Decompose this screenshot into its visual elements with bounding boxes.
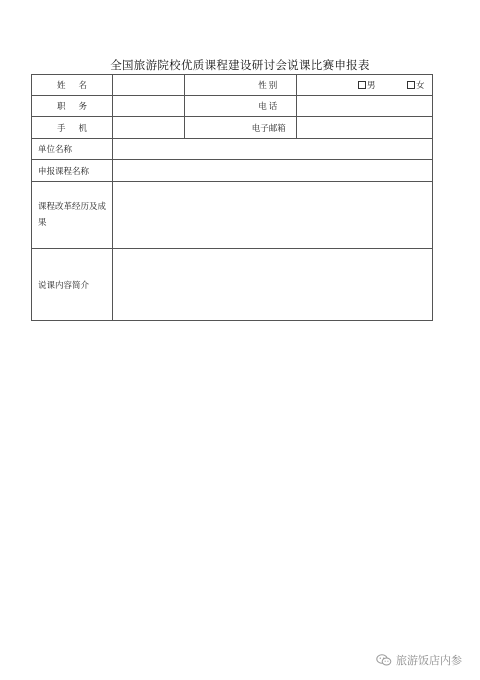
unit-field[interactable]: [113, 139, 433, 160]
name-field[interactable]: [113, 75, 185, 96]
gender-label: 性别: [242, 75, 297, 96]
watermark: [376, 652, 462, 668]
form-title: 全国旅游院校优质课程建设研讨会说课比赛申报表: [110, 58, 370, 72]
reform-label: 课程改革经历及成果: [32, 182, 113, 249]
wechat-icon: [376, 654, 392, 666]
mobile-field[interactable]: [113, 117, 185, 139]
email-field[interactable]: [297, 117, 433, 139]
reform-field[interactable]: [113, 182, 433, 249]
row-reform: [32, 182, 433, 249]
row-unit: [32, 139, 433, 160]
checkbox-male[interactable]: [358, 81, 366, 89]
position-field[interactable]: [113, 96, 185, 117]
email-label: 电子邮箱: [242, 117, 297, 139]
row-position-phone: [32, 96, 433, 117]
row-mobile-email: [32, 117, 433, 139]
gender-option-male[interactable]: [358, 79, 376, 91]
gender-male-label: 男: [367, 81, 376, 91]
unit-label: 单位名称: [32, 139, 113, 160]
row-name-gender: [32, 75, 433, 96]
name-label: 姓名: [32, 75, 113, 96]
row-intro: [32, 249, 433, 321]
mobile-label: 手机: [32, 117, 113, 139]
intro-label: 说课内容简介: [32, 249, 113, 321]
gender-female-label: 女: [416, 81, 425, 91]
course-field[interactable]: [113, 160, 433, 182]
gender-option-female[interactable]: [407, 79, 425, 91]
course-label: 申报课程名称: [32, 160, 113, 182]
intro-field[interactable]: [113, 249, 433, 321]
row-course: [32, 160, 433, 182]
watermark-text: 旅游饭店内参: [396, 654, 462, 667]
phone-field[interactable]: [297, 96, 433, 117]
position-label: 职务: [32, 96, 113, 117]
phone-label: 电话: [242, 96, 297, 117]
checkbox-female[interactable]: [407, 81, 415, 89]
gender-field: [297, 75, 433, 96]
application-form-table: [31, 74, 433, 321]
